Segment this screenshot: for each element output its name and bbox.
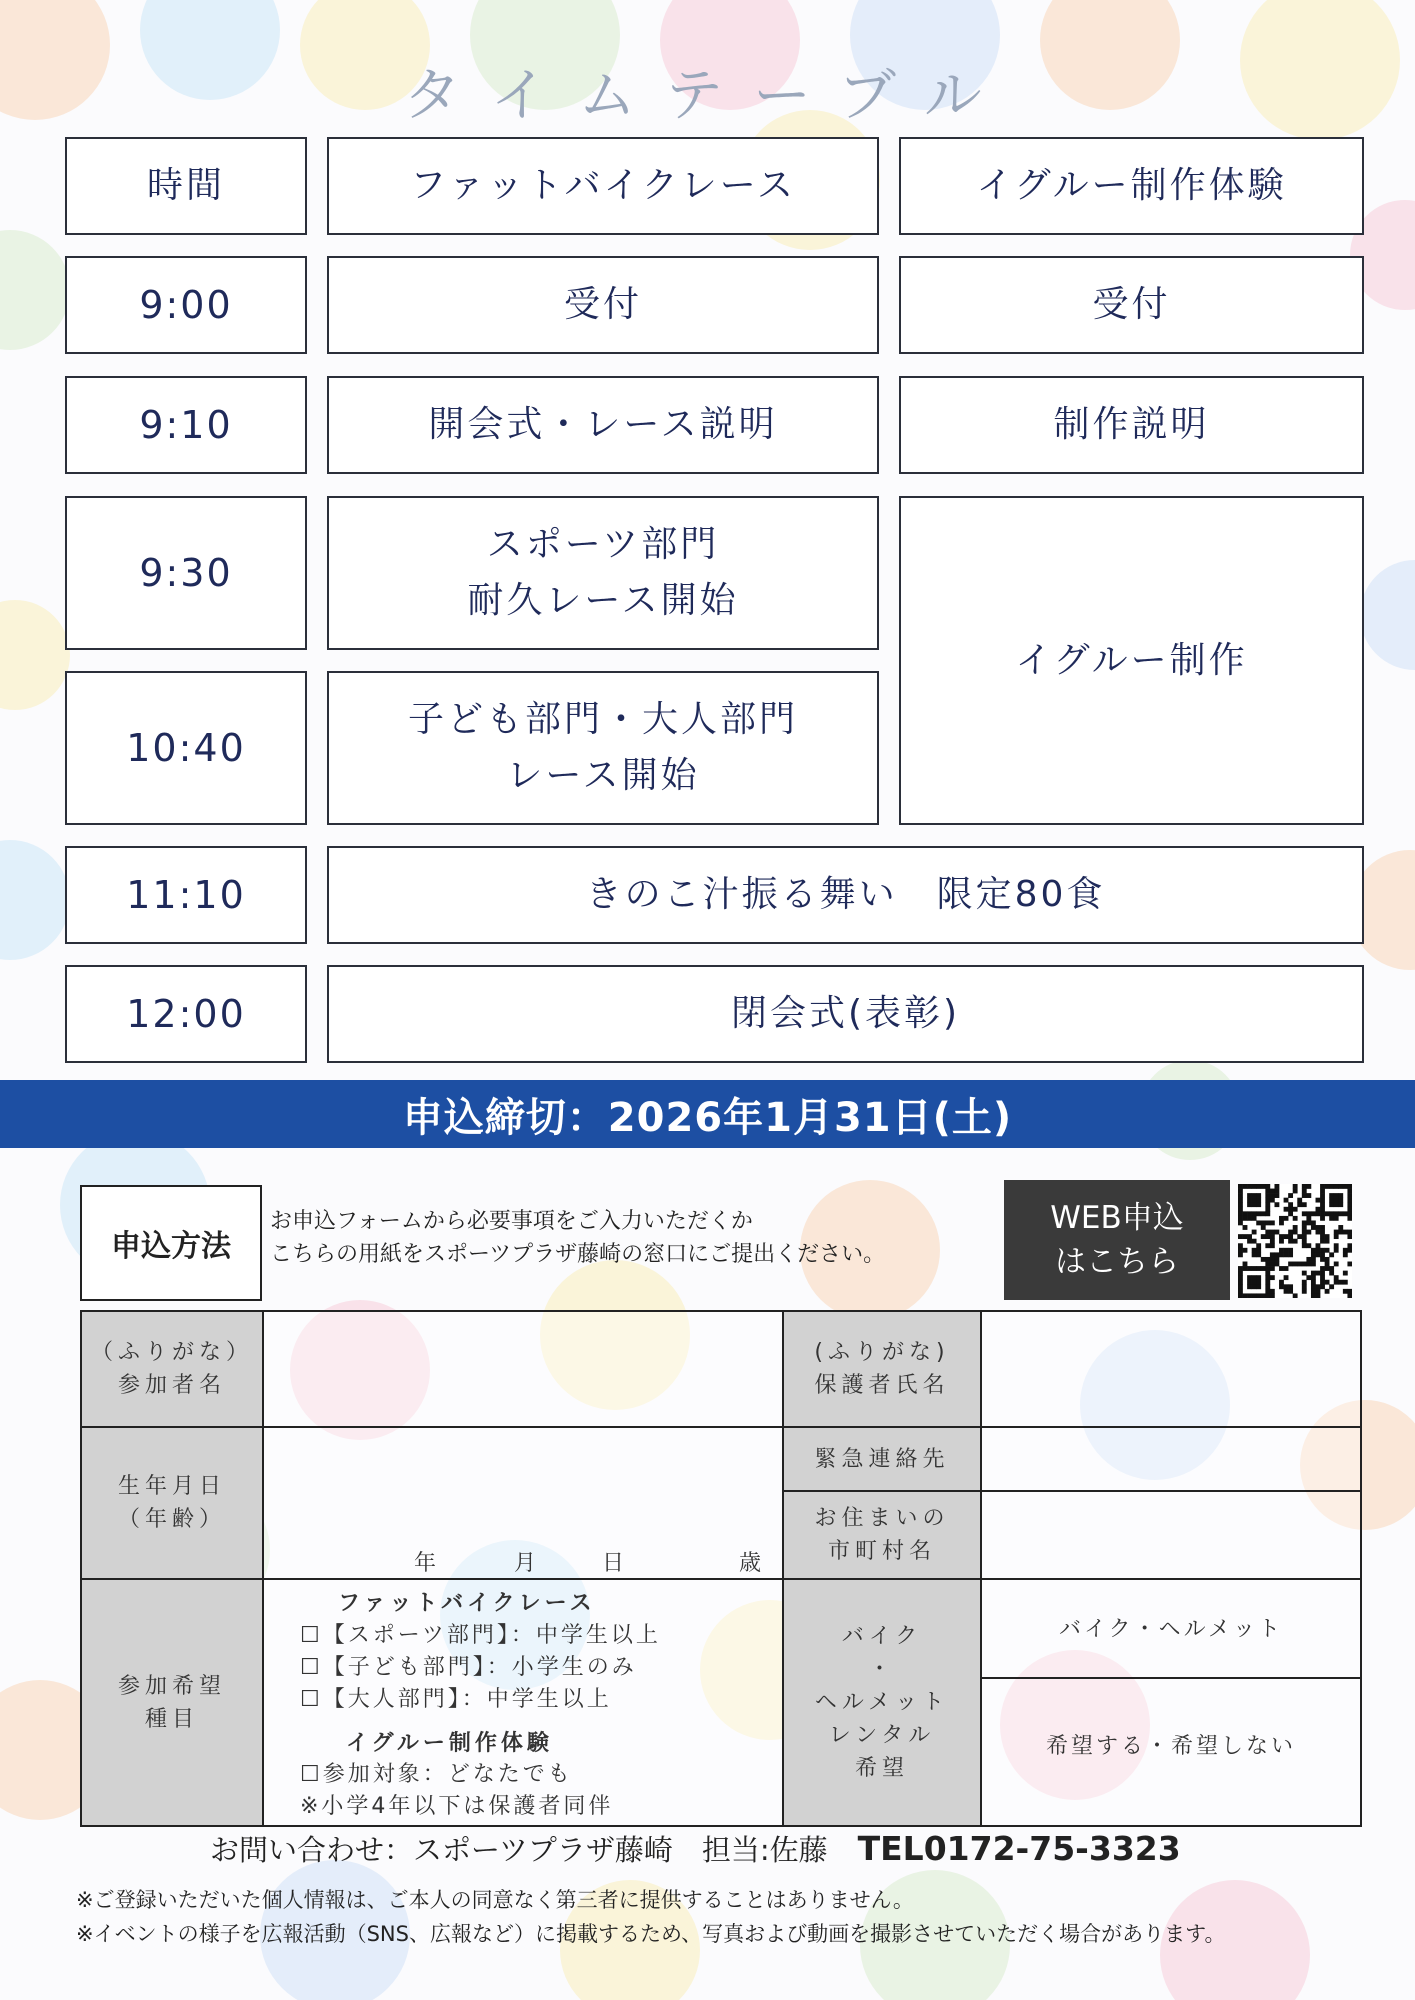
participant-name-label (82, 1312, 262, 1426)
igloo-cell: 制作説明 (899, 376, 1364, 474)
contact-text: お問い合わせ：スポーツプラザ藤崎 担当:佐藤 (210, 1833, 828, 1867)
event-choice-label (82, 1580, 262, 1825)
fatbike-sports-checkbox[interactable]: ☐【スポーツ部門】：中学生以上 (300, 1623, 661, 1648)
fatbike-cell-line1: 子ども部門・大人部門 (407, 699, 798, 741)
rental-choice[interactable]: 希望する・希望しない (1045, 1734, 1296, 1759)
shared-cell: 閉会式(表彰) (327, 965, 1364, 1063)
fatbike-cell: 受付 (327, 256, 879, 354)
fatbike-cell-line1: スポーツ部門 (486, 524, 720, 566)
guardian-kana-text: (ふりがな) (814, 1340, 950, 1365)
participant-kana-text: （ふりがな） (90, 1340, 253, 1365)
birthdate-label (82, 1428, 262, 1578)
igloo-checkbox[interactable]: ☐参加対象：どなたでも (300, 1762, 573, 1787)
event-text-2: 種目 (144, 1706, 199, 1732)
rental-item-text: バイク・ヘルメット (1059, 1617, 1283, 1642)
day-unit: 日 (602, 1551, 628, 1576)
birthdate-field[interactable] (264, 1428, 782, 1578)
address-text-2: 市町村名 (827, 1539, 936, 1564)
timetable-title: タイムテーブル (403, 61, 1012, 129)
fatbike-cell-line2: 耐久レース開始 (467, 580, 739, 621)
year-unit: 年 (414, 1551, 440, 1576)
guardian-name-field[interactable] (982, 1312, 1360, 1426)
participant-name-field[interactable] (264, 1312, 782, 1426)
form-divider (82, 1578, 1360, 1580)
igloo-header: イグルー制作体験 (899, 137, 1364, 235)
form-divider (980, 1677, 1360, 1679)
time-header: 時間 (65, 137, 307, 235)
application-form (80, 1310, 1362, 1827)
rental-label (784, 1580, 980, 1825)
time-cell: 9:30 (65, 496, 307, 650)
method-label: 申込方法 (80, 1185, 262, 1301)
address-label (784, 1492, 980, 1578)
method-line1: お申込フォームから必要事項をご入力いただくか (270, 1209, 753, 1234)
birth-text: 生年月日 (117, 1474, 226, 1499)
age-unit: 歳 (739, 1551, 765, 1576)
privacy-note: ※ご登録いただいた個人情報は、ご本人の同意なく第三者に提供することはありません。 (76, 1888, 914, 1912)
fatbike-kids-checkbox[interactable]: ☐【子ども部門】：小学生のみ (300, 1655, 637, 1680)
month-unit: 月 (514, 1551, 540, 1576)
emergency-contact-label: 緊急連絡先 (784, 1428, 980, 1490)
method-line2: こちらの用紙をスポーツプラザ藤崎の窓口にご提出ください。 (270, 1242, 886, 1267)
time-cell: 9:10 (65, 376, 307, 474)
web-apply-button[interactable] (1004, 1180, 1230, 1300)
web-apply-line1: WEB申込 (1050, 1200, 1184, 1236)
web-apply-line2: はこちら (1055, 1244, 1179, 1280)
qr-code-icon[interactable] (1238, 1184, 1352, 1298)
time-cell: 12:00 (65, 965, 307, 1063)
address-text-1: お住まいの (814, 1506, 950, 1531)
phone-number: TEL0172-75-3323 (857, 1829, 1181, 1868)
time-cell: 10:40 (65, 671, 307, 825)
shared-cell: きのこ汁振る舞い 限定80食 (327, 846, 1364, 944)
igloo-note: ※小学4年以下は保護者同伴 (300, 1794, 614, 1819)
form-divider (782, 1312, 784, 1825)
emergency-contact-field[interactable] (982, 1428, 1360, 1490)
rental-text-5: 希望 (854, 1756, 909, 1781)
fatbike-title: ファットバイクレース (338, 1591, 596, 1616)
fatbike-header: ファットバイクレース (327, 137, 879, 235)
address-field[interactable] (982, 1492, 1360, 1578)
igloo-title: イグルー制作体験 (346, 1731, 553, 1756)
fatbike-cell: 開会式・レース説明 (327, 376, 879, 474)
rental-text-3: ヘルメット (814, 1690, 950, 1715)
fatbike-cell-line2: レース開始 (506, 755, 700, 796)
guardian-name-text: 保護者氏名 (814, 1373, 950, 1398)
fatbike-adult-checkbox[interactable]: ☐【大人部門】：中学生以上 (300, 1687, 612, 1712)
igloo-making-cell: イグルー制作 (899, 496, 1364, 825)
guardian-name-label (784, 1312, 980, 1426)
time-cell: 11:10 (65, 846, 307, 944)
photo-note: ※イベントの様子を広報活動（SNS、広報など）に掲載するため、写真および動画を撮影させていただく場合があります。 (76, 1922, 1226, 1946)
contact-info (210, 1828, 1181, 1869)
rental-text-1: バイク (841, 1624, 923, 1649)
participant-name-text: 参加者名 (117, 1373, 226, 1398)
fatbike-cell (327, 496, 879, 650)
deadline-banner: 申込締切：2026年1月31日(土) (0, 1080, 1415, 1148)
time-cell: 9:00 (65, 256, 307, 354)
fatbike-cell (327, 671, 879, 825)
rental-text-2: ・ (868, 1657, 896, 1682)
method-description (270, 1205, 885, 1271)
rental-text-4: レンタル (828, 1723, 936, 1748)
event-text-1: 参加希望 (117, 1673, 226, 1699)
age-text: （年齢） (117, 1507, 226, 1532)
igloo-cell: 受付 (899, 256, 1364, 354)
